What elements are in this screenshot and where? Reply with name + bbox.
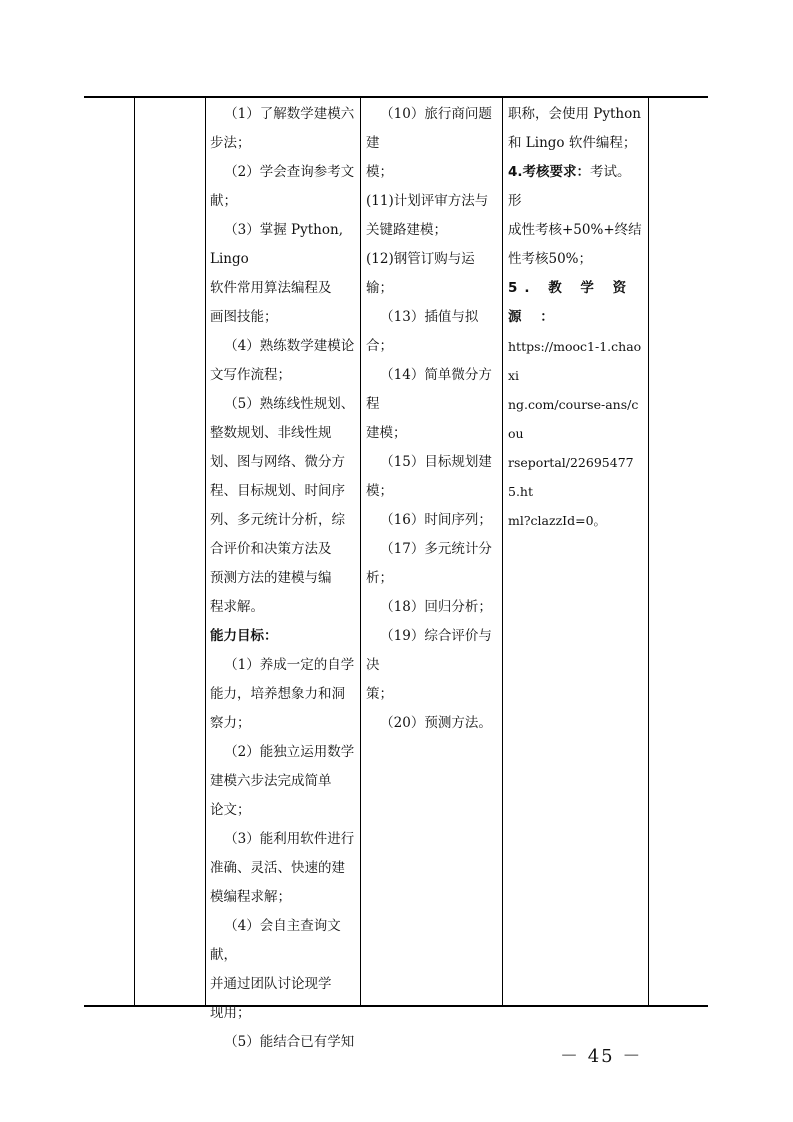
knowledge-item-1-cont: 步法； [210, 135, 251, 151]
topic-11-cont: 关键路建模； [366, 222, 447, 238]
ability-item-3: （3）能利用软件进行 [224, 831, 355, 847]
column-divider-4 [502, 97, 503, 1007]
topic-10: （10）旅行商问题建 [366, 106, 492, 151]
knowledge-item-3: （3）掌握 Python, Lingo [210, 222, 343, 267]
topics-cell [366, 100, 498, 738]
topic-18: （18）回归分析； [380, 599, 492, 615]
knowledge-item-5-cont: 程求解。 [210, 599, 264, 615]
ability-item-3-cont: 准确、灵活、快速的建 [210, 860, 345, 876]
resource-url[interactable]: ng.com/course-ans/cou [508, 397, 639, 441]
ability-item-2: （2）能独立运用数学 [224, 744, 355, 760]
ability-item-2-cont: 论文； [210, 802, 251, 818]
ability-item-1: （1）养成一定的自学 [224, 657, 355, 673]
knowledge-item-3-cont2: 画图技能； [210, 309, 278, 325]
topic-17: （17）多元统计分 [380, 541, 492, 557]
topic-11: (11)计划评审方法与 [366, 193, 489, 209]
table-top-border [84, 96, 708, 98]
column-divider-2 [205, 97, 206, 1007]
knowledge-item-1: （1）了解数学建模六 [224, 106, 355, 122]
topic-14-cont: 建模； [366, 425, 407, 441]
table-bottom-border [84, 1005, 708, 1007]
topic-20: （20）预测方法。 [380, 715, 492, 731]
knowledge-item-5-cont: 合评价和决策方法及 [210, 541, 332, 557]
knowledge-item-5-cont: 程、目标规划、时间序 [210, 483, 345, 499]
column-divider-5 [648, 97, 649, 1007]
requirements-cell [508, 100, 644, 535]
assessment-line: 性考核50%； [508, 251, 593, 267]
topic-12-cont: 输； [366, 280, 393, 296]
ability-item-3-cont: 模编程求解； [210, 889, 291, 905]
requirement-line: 和 Lingo 软件编程； [508, 135, 637, 151]
resource-url[interactable]: https://mooc1-1.chaoxi [508, 339, 642, 383]
knowledge-item-5-cont: 整数规划、非线性规 [210, 425, 332, 441]
topic-13: （13）插值与拟合； [366, 309, 479, 354]
topic-19-cont: 策； [366, 686, 393, 702]
knowledge-item-5-cont: 划、图与网络、微分方 [210, 454, 345, 470]
knowledge-item-4: （4）熟练数学建模论 [224, 338, 355, 354]
ability-item-1-cont: 能力，培养想象力和洞 [210, 686, 345, 702]
page-number: － 45 － [560, 1046, 643, 1067]
topic-14: （14）简单微分方程 [366, 367, 492, 412]
ability-item-2-cont: 建模六步法完成简单 [210, 773, 332, 789]
assessment-text: 考试。形 [508, 164, 631, 209]
topic-10-cont: 模； [366, 164, 393, 180]
knowledge-item-2-cont: 献； [210, 193, 237, 209]
ability-item-5: （5）能结合已有学知 [224, 1034, 355, 1050]
knowledge-item-2: （2）学会查询参考文 [224, 164, 355, 180]
assessment-line: 成性考核+50%+终结 [508, 222, 642, 238]
knowledge-item-4-cont: 文写作流程； [210, 367, 291, 383]
ability-item-4: （4）会自主查询文献， [210, 918, 341, 963]
knowledge-item-5-cont: 列、多元统计分析，综 [210, 512, 345, 528]
knowledge-item-5: （5）熟练线性规划、 [224, 396, 355, 412]
topic-12: (12)钢管订购与运 [366, 251, 475, 267]
topic-15: （15）目标规划建 [380, 454, 492, 470]
column-divider-1 [134, 97, 135, 1007]
assessment-label: 4.考核要求： [508, 164, 591, 180]
ability-item-1-cont: 察力； [210, 715, 251, 731]
ability-item-4-cont: 现用； [210, 1005, 251, 1021]
assessment-line [508, 158, 644, 216]
topic-16: （16）时间序列； [380, 512, 492, 528]
column-divider-3 [360, 97, 361, 1007]
requirement-line: 职称，会使用 Python [508, 106, 641, 122]
resources-label: 5. 教 学 资 源 ： [508, 280, 634, 325]
topic-17-cont: 析； [366, 570, 393, 586]
ability-heading: 能力目标： [210, 628, 278, 644]
topic-15-cont: 模； [366, 483, 393, 499]
knowledge-item-3-cont: 软件常用算法编程及 [210, 280, 332, 296]
topic-19: （19）综合评价与决 [366, 628, 492, 673]
resource-url[interactable]: ml?clazzId=0。 [508, 513, 607, 528]
ability-item-4-cont: 并通过团队讨论现学 [210, 976, 332, 992]
objectives-cell [210, 100, 356, 1057]
resource-url[interactable]: rseportal/226954775.ht [508, 455, 634, 499]
knowledge-item-5-cont: 预测方法的建模与编 [210, 570, 332, 586]
